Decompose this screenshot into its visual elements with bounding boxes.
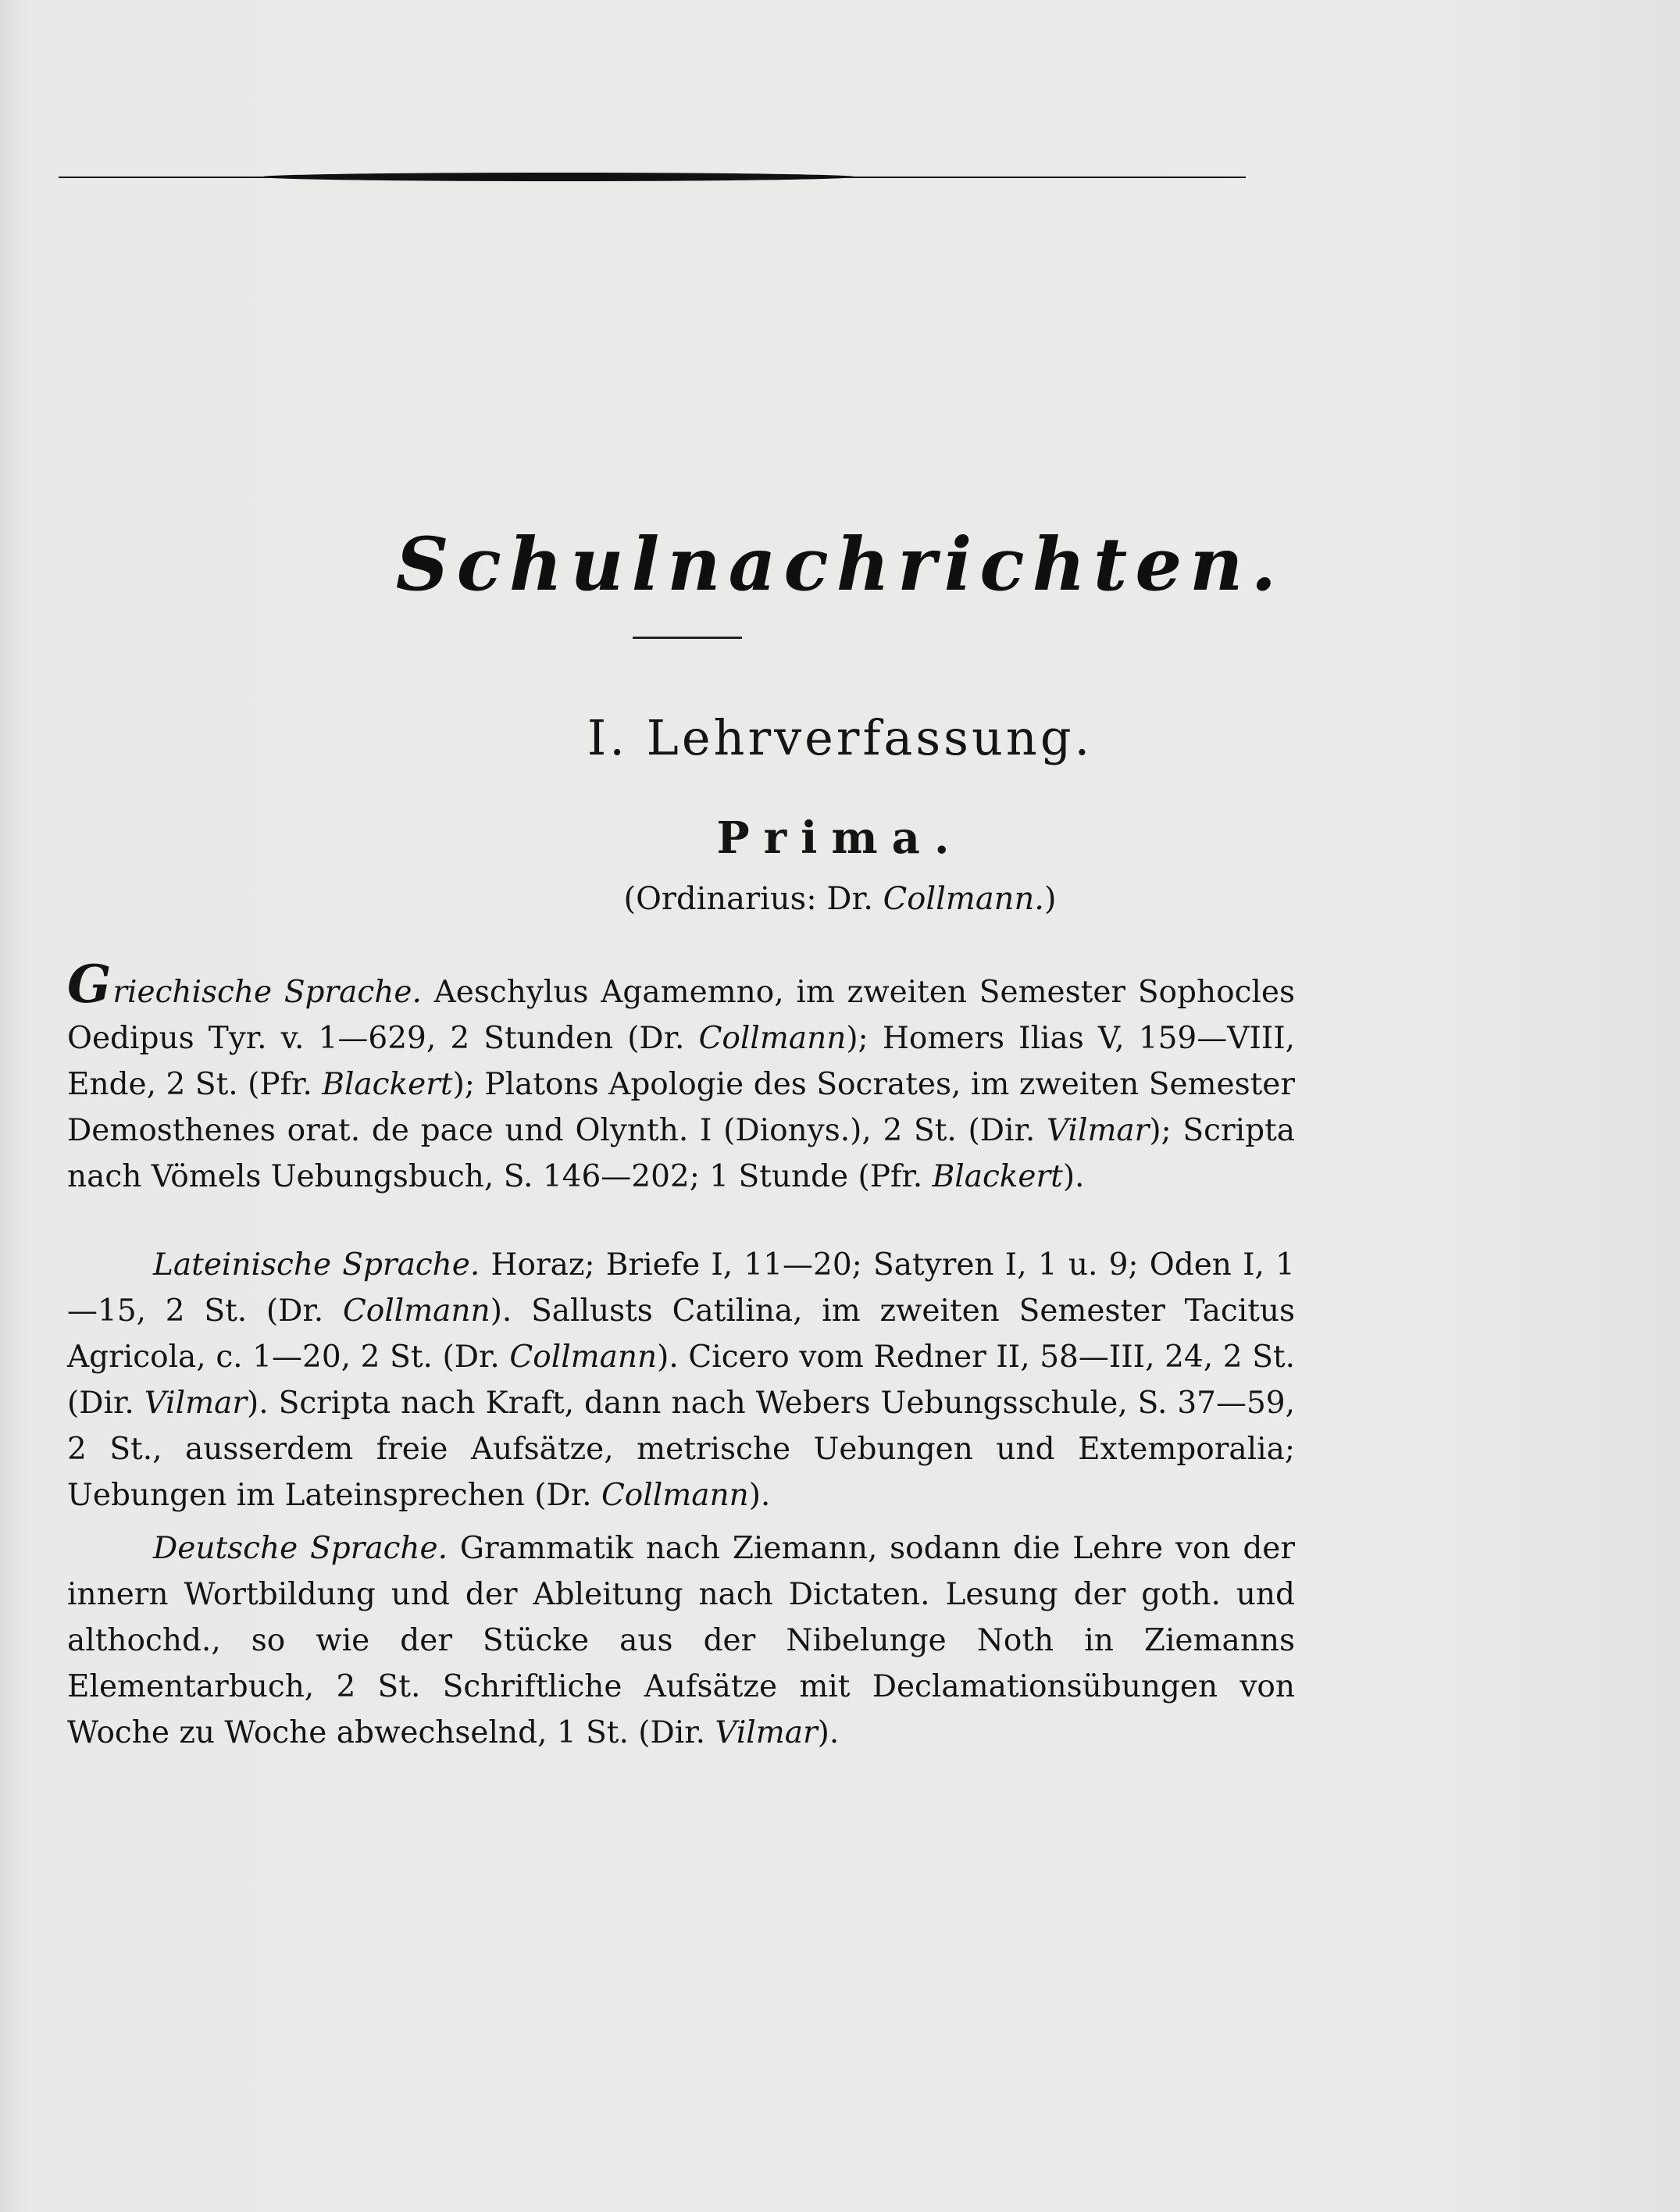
text-run: ); Homers Ilias V, 159—VIII, Ende, 2 St. (Pfr. bbox=[67, 1021, 1296, 1102]
title-divider bbox=[633, 637, 742, 639]
ordinarius-close: ) bbox=[1043, 881, 1057, 917]
ordinarius-name: Collmann. bbox=[883, 881, 1044, 917]
paragraph-lateinisch bbox=[67, 1242, 1295, 1518]
text-run: ). bbox=[817, 1715, 840, 1750]
text-run: Grammatik nach Ziemann, sodann die Lehre von der innern Wortbildung und der Ableitung nach Dictaten. Lesung der goth. und althochd., so wie der Stücke aus der Nibelunge Noth in Ziemanns Elementarbuch, 2 St. Schriftliche Aufsätze mit Declamationsübungen von Woche zu Woche abwechselnd, 1 St. (Dir. bbox=[67, 1531, 1296, 1750]
paragraph-griechisch bbox=[67, 954, 1296, 1200]
top-rule-thick bbox=[262, 173, 855, 181]
person-name: Collmann bbox=[342, 1293, 490, 1329]
section-heading: I. Lehrverfassung. bbox=[587, 709, 1093, 766]
subject-label: Lateinische Sprache. bbox=[153, 1247, 480, 1283]
person-name: Blackert bbox=[322, 1067, 453, 1102]
text-run: ). Scripta nach Kraft, dann nach Webers Uebungsschule, S. 37—59, 2 St., ausserdem freie Aufsätze, metrische Uebungen und Extemporalia; Uebungen im Lateinsprechen (Dr. bbox=[67, 1386, 1295, 1513]
text-run: ); Scripta nach Vömels Uebungsbuch, S. 146—202; 1 Stunde (Pfr. bbox=[67, 1113, 1295, 1194]
drop-cap: G bbox=[67, 954, 112, 1015]
subject-label: Deutsche Sprache. bbox=[153, 1531, 448, 1566]
text-run: ). bbox=[748, 1478, 771, 1513]
paragraph-deutsch bbox=[67, 1525, 1295, 1756]
top-decorative-rule bbox=[59, 170, 1246, 184]
text-run: ); Platons Apologie des Socrates, im zweiten Semester Demosthenes orat. de pace und Olynth. I (Dionys.), 2 St. (Dir. bbox=[67, 1067, 1295, 1148]
ordinarius-label: (Ordinarius: Dr. bbox=[623, 881, 873, 917]
person-name: Collmann bbox=[698, 1021, 847, 1056]
ordinarius-line bbox=[0, 881, 1680, 917]
text-run: ). bbox=[1062, 1159, 1085, 1194]
text-run: ). Cicero vom Redner II, 58—III, 24, 2 St. (Dir. bbox=[67, 1340, 1295, 1421]
person-name: Vilmar bbox=[144, 1386, 248, 1421]
text-run: Aeschylus Agamemno, im zweiten Semester Sophocles Oedipus Tyr. v. 1—629, 2 Stunden (Dr. bbox=[67, 975, 1295, 1056]
person-name: Collmann bbox=[601, 1478, 749, 1513]
paragraph-body bbox=[67, 1247, 1295, 1513]
text-run: Horaz; Briefe I, 11—20; Satyren I, 1 u. 9; Oden I, 1—15, 2 St. (Dr. bbox=[67, 1247, 1295, 1329]
person-name: Blackert bbox=[932, 1159, 1063, 1194]
person-name: Vilmar bbox=[1047, 1113, 1150, 1148]
person-name: Collmann bbox=[509, 1340, 658, 1375]
person-name: Vilmar bbox=[715, 1715, 818, 1750]
class-heading: Prima. bbox=[716, 812, 964, 864]
subject-label: riechische Sprache. bbox=[112, 975, 422, 1010]
text-run: ). Sallusts Catilina, im zweiten Semester Tacitus Agricola, c. 1—20, 2 St. (Dr. bbox=[67, 1293, 1296, 1375]
page-title: Schulnachrichten. bbox=[395, 522, 1285, 608]
